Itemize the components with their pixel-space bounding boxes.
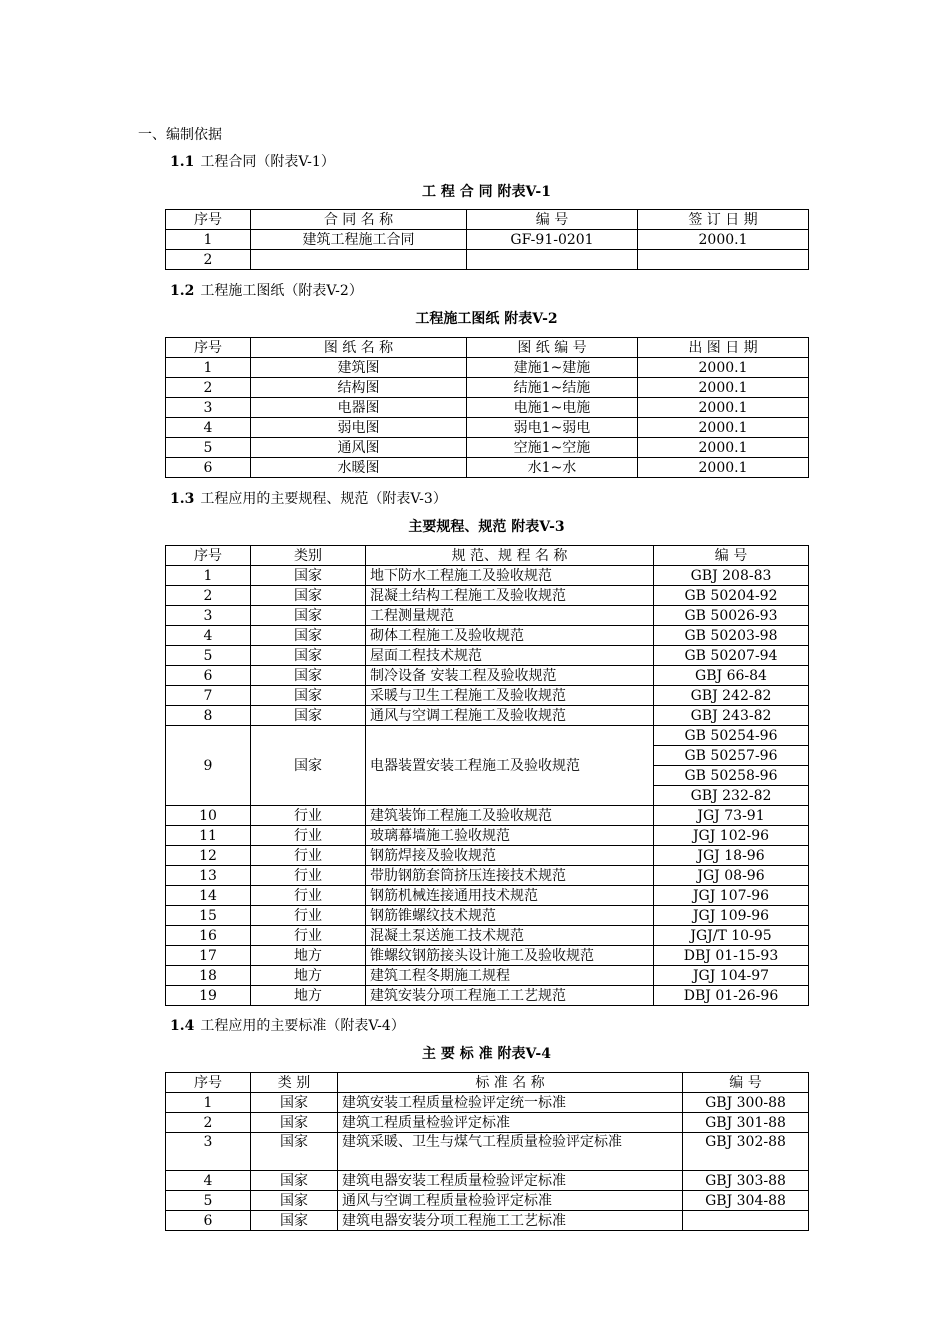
- table-cell: 2000.1: [638, 458, 809, 478]
- table-cell: 5: [166, 1191, 251, 1211]
- table-cell: 地方: [251, 946, 366, 966]
- table-cell: GBJ 304-88: [683, 1191, 809, 1211]
- table-cell: 地方: [251, 966, 366, 986]
- header-cell: 编 号: [654, 546, 809, 566]
- table-cell: 钢筋焊接及验收规范: [366, 846, 654, 866]
- table-cell: 电施1~电施: [467, 398, 638, 418]
- table-cell: 采暖与卫生工程施工及验收规范: [366, 686, 654, 706]
- subsection-number: 1.3: [170, 491, 195, 507]
- table-row: [166, 806, 809, 826]
- table-cell: 建筑工程施工合同: [251, 230, 467, 250]
- table-cell: 锥螺纹钢筋接头设计施工及验收规范: [366, 946, 654, 966]
- header-cell: 图 纸 编 号: [467, 338, 638, 358]
- table-cell: 行业: [251, 826, 366, 846]
- table-cell: 17: [166, 946, 251, 966]
- table-cell: 国家: [251, 606, 366, 626]
- table-cell: 建筑采暖、卫生与煤气工程质量检验评定标准: [338, 1133, 683, 1171]
- header-cell: 序号: [166, 210, 251, 230]
- table-cell: JGJ/T 10-95: [654, 926, 809, 946]
- table-cell: 混凝土结构工程施工及验收规范: [366, 586, 654, 606]
- table-cell: 7: [166, 686, 251, 706]
- table-cell: 6: [166, 1211, 251, 1231]
- table-cell: 弱电1~弱电: [467, 418, 638, 438]
- table-row: [166, 1171, 809, 1191]
- table-cell: 国家: [251, 626, 366, 646]
- table-row: [166, 1191, 809, 1211]
- header-cell: 编 号: [683, 1073, 809, 1093]
- table-row: [166, 1133, 809, 1171]
- subsection-1-1: [170, 153, 335, 171]
- table-cell: 1: [166, 358, 251, 378]
- table-cell: 钢筋机械连接通用技术规范: [366, 886, 654, 906]
- table-cell: 建筑装饰工程施工及验收规范: [366, 806, 654, 826]
- table-cell: GB 50204-92: [654, 586, 809, 606]
- table-cell: 2000.1: [638, 378, 809, 398]
- table-row: [166, 886, 809, 906]
- table-row: [166, 846, 809, 866]
- table-cell: [467, 250, 638, 270]
- table-cell: 国家: [251, 1133, 338, 1171]
- table-cell: 6: [166, 666, 251, 686]
- table-cell: JGJ 18-96: [654, 846, 809, 866]
- table-cell: [638, 250, 809, 270]
- table-cell: 建筑电器安装工程质量检验评定标准: [338, 1171, 683, 1191]
- table-cell: 3: [166, 398, 251, 418]
- table-cell: 国家: [251, 646, 366, 666]
- header-cell: 序号: [166, 546, 251, 566]
- subsection-label: 工程应用的主要标准（附表V-4）: [200, 1018, 405, 1034]
- table-cell: 行业: [251, 866, 366, 886]
- table-cell: 11: [166, 826, 251, 846]
- table-cell: 10: [166, 806, 251, 826]
- table-cell: 国家: [251, 1113, 338, 1133]
- table-header-row: [166, 546, 809, 566]
- table-cell: 弱电图: [251, 418, 467, 438]
- table-row: [166, 866, 809, 886]
- table-cell: 行业: [251, 886, 366, 906]
- table-header-row: [166, 1073, 809, 1093]
- table-cell: 结施1~结施: [467, 378, 638, 398]
- table-cell: 工程测量规范: [366, 606, 654, 626]
- table-cell: 4: [166, 1171, 251, 1191]
- table-row: [166, 646, 809, 666]
- table-cell: 电器装置安装工程施工及验收规范: [366, 726, 654, 806]
- header-cell: 签 订 日 期: [638, 210, 809, 230]
- table-cell: 国家: [251, 666, 366, 686]
- table-cell: 1: [166, 1093, 251, 1113]
- header-cell: 类别: [251, 546, 366, 566]
- table-cell: 水1~水: [467, 458, 638, 478]
- table-cell: 国家: [251, 1211, 338, 1231]
- table-cell: 2000.1: [638, 398, 809, 418]
- table-cell: 9: [166, 726, 251, 806]
- table-row: [166, 438, 809, 458]
- table-cell: 国家: [251, 1171, 338, 1191]
- table-cell: 行业: [251, 806, 366, 826]
- table-cell: 4: [166, 626, 251, 646]
- subsection-1-3: [170, 490, 447, 508]
- table-cell: GBJ 66-84: [654, 666, 809, 686]
- table-cell: 4: [166, 418, 251, 438]
- table-cell: JGJ 109-96: [654, 906, 809, 926]
- table-cell: 建筑图: [251, 358, 467, 378]
- header-cell: 序号: [166, 1073, 251, 1093]
- table-row: [166, 986, 809, 1006]
- table-cell: GB 50207-94: [654, 646, 809, 666]
- table-cell: 建筑安装分项工程施工工艺规范: [366, 986, 654, 1006]
- header-cell: 标 准 名 称: [338, 1073, 683, 1093]
- header-cell: 序号: [166, 338, 251, 358]
- table-cell: GB 50026-93: [654, 606, 809, 626]
- table-cell: 通风图: [251, 438, 467, 458]
- subsection-label: 工程施工图纸（附表V-2）: [200, 283, 363, 299]
- table-cell: 行业: [251, 926, 366, 946]
- table-row: [166, 230, 809, 250]
- table-cell: 15: [166, 906, 251, 926]
- table-row: [166, 606, 809, 626]
- table-row: [166, 726, 809, 746]
- table-cell: JGJ 102-96: [654, 826, 809, 846]
- header-cell: 编 号: [467, 210, 638, 230]
- table-cell: 2: [166, 250, 251, 270]
- table-cell: GB 50257-96: [654, 746, 809, 766]
- codes-table: [165, 545, 809, 1006]
- table-cell: 国家: [251, 726, 366, 806]
- table-cell: 建筑工程质量检验评定标准: [338, 1113, 683, 1133]
- table-row: [166, 626, 809, 646]
- table-cell: GBJ 302-88: [683, 1133, 809, 1171]
- table-cell: 14: [166, 886, 251, 906]
- table-row: [166, 906, 809, 926]
- table-cell: 国家: [251, 1093, 338, 1113]
- table-cell: 屋面工程技术规范: [366, 646, 654, 666]
- table-row: [166, 1093, 809, 1113]
- table-cell: 地方: [251, 986, 366, 1006]
- table-cell: 2000.1: [638, 230, 809, 250]
- table-cell: 19: [166, 986, 251, 1006]
- table-cell: 2000.1: [638, 418, 809, 438]
- table-title-codes: 主要规程、规范 附表V-3: [408, 519, 565, 535]
- table-cell: 13: [166, 866, 251, 886]
- table-cell: GB 50203-98: [654, 626, 809, 646]
- table-cell: GBJ 301-88: [683, 1113, 809, 1133]
- table-cell: 带肋钢筋套筒挤压连接技术规范: [366, 866, 654, 886]
- table-cell: JGJ 73-91: [654, 806, 809, 826]
- table-cell: 行业: [251, 906, 366, 926]
- table-row: [166, 666, 809, 686]
- table-cell: 空施1~空施: [467, 438, 638, 458]
- contract-table: [165, 209, 809, 270]
- table-cell: 12: [166, 846, 251, 866]
- table-row: [166, 946, 809, 966]
- table-cell: 通风与空调工程质量检验评定标准: [338, 1191, 683, 1211]
- table-cell: 玻璃幕墙施工验收规范: [366, 826, 654, 846]
- subsection-1-2: [170, 282, 363, 300]
- table-cell: JGJ 104-97: [654, 966, 809, 986]
- table-title-drawings: 工程施工图纸 附表V-2: [415, 311, 558, 327]
- table-cell: 3: [166, 1133, 251, 1171]
- table-cell: 3: [166, 606, 251, 626]
- table-cell: 国家: [251, 566, 366, 586]
- table-row: [166, 586, 809, 606]
- table-cell: 2: [166, 378, 251, 398]
- table-cell: GBJ 242-82: [654, 686, 809, 706]
- table-cell: 通风与空调工程施工及验收规范: [366, 706, 654, 726]
- table-cell: [251, 250, 467, 270]
- table-cell: 水暖图: [251, 458, 467, 478]
- table-cell: 建筑工程冬期施工规程: [366, 966, 654, 986]
- table-row: [166, 1113, 809, 1133]
- table-cell: 1: [166, 230, 251, 250]
- table-row: [166, 566, 809, 586]
- table-title-standards: 主 要 标 准 附表V-4: [422, 1046, 551, 1062]
- table-cell: DBJ 01-26-96: [654, 986, 809, 1006]
- table-cell: JGJ 107-96: [654, 886, 809, 906]
- table-cell: 电器图: [251, 398, 467, 418]
- table-cell: 国家: [251, 586, 366, 606]
- table-cell: GBJ 208-83: [654, 566, 809, 586]
- table-cell: 5: [166, 438, 251, 458]
- table-cell: GB 50254-96: [654, 726, 809, 746]
- table-row: [166, 686, 809, 706]
- table-row: [166, 418, 809, 438]
- table-cell: GBJ 243-82: [654, 706, 809, 726]
- table-cell: 建施1~建施: [467, 358, 638, 378]
- table-row: [166, 458, 809, 478]
- table-cell: GBJ 232-82: [654, 786, 809, 806]
- table-cell: GBJ 303-88: [683, 1171, 809, 1191]
- subsection-1-4: [170, 1017, 405, 1035]
- table-cell: 1: [166, 566, 251, 586]
- table-cell: 混凝土泵送施工技术规范: [366, 926, 654, 946]
- table-row: [166, 398, 809, 418]
- table-row: [166, 966, 809, 986]
- table-cell: 钢筋锥螺纹技术规范: [366, 906, 654, 926]
- section-heading: 一、编制依据: [138, 127, 222, 143]
- table-cell: 砌体工程施工及验收规范: [366, 626, 654, 646]
- standards-table: [165, 1072, 809, 1231]
- table-header-row: [166, 210, 809, 230]
- table-row: [166, 826, 809, 846]
- header-cell: 类 别: [251, 1073, 338, 1093]
- table-cell: 5: [166, 646, 251, 666]
- table-row: [166, 250, 809, 270]
- table-cell: GB 50258-96: [654, 766, 809, 786]
- table-cell: 国家: [251, 706, 366, 726]
- subsection-number: 1.1: [170, 154, 195, 170]
- table-cell: 16: [166, 926, 251, 946]
- table-cell: [683, 1211, 809, 1231]
- drawings-table: [165, 337, 809, 478]
- table-row: [166, 358, 809, 378]
- header-cell: 规 范、规 程 名 称: [366, 546, 654, 566]
- table-cell: 2: [166, 586, 251, 606]
- table-cell: 8: [166, 706, 251, 726]
- table-cell: GBJ 300-88: [683, 1093, 809, 1113]
- table-cell: GF-91-0201: [467, 230, 638, 250]
- table-cell: 地下防水工程施工及验收规范: [366, 566, 654, 586]
- table-cell: 结构图: [251, 378, 467, 398]
- table-cell: 建筑安装工程质量检验评定统一标准: [338, 1093, 683, 1113]
- table-row: [166, 926, 809, 946]
- table-row: [166, 378, 809, 398]
- table-cell: JGJ 08-96: [654, 866, 809, 886]
- table-cell: 行业: [251, 846, 366, 866]
- table-cell: 2000.1: [638, 358, 809, 378]
- table-cell: 18: [166, 966, 251, 986]
- table-cell: 国家: [251, 1191, 338, 1211]
- table-cell: 2000.1: [638, 438, 809, 458]
- table-cell: 制冷设备 安装工程及验收规范: [366, 666, 654, 686]
- subsection-number: 1.4: [170, 1018, 195, 1034]
- table-row: [166, 706, 809, 726]
- table-title-contract: 工 程 合 同 附表V-1: [422, 184, 551, 200]
- table-cell: DBJ 01-15-93: [654, 946, 809, 966]
- table-cell: 国家: [251, 686, 366, 706]
- table-cell: 6: [166, 458, 251, 478]
- table-cell: 2: [166, 1113, 251, 1133]
- table-cell: 建筑电器安装分项工程施工工艺标准: [338, 1211, 683, 1231]
- table-row: [166, 1211, 809, 1231]
- header-cell: 合 同 名 称: [251, 210, 467, 230]
- table-header-row: [166, 338, 809, 358]
- subsection-number: 1.2: [170, 283, 195, 299]
- subsection-label: 工程应用的主要规程、规范（附表V-3）: [200, 491, 447, 507]
- subsection-label: 工程合同（附表V-1）: [200, 154, 335, 170]
- header-cell: 出 图 日 期: [638, 338, 809, 358]
- header-cell: 图 纸 名 称: [251, 338, 467, 358]
